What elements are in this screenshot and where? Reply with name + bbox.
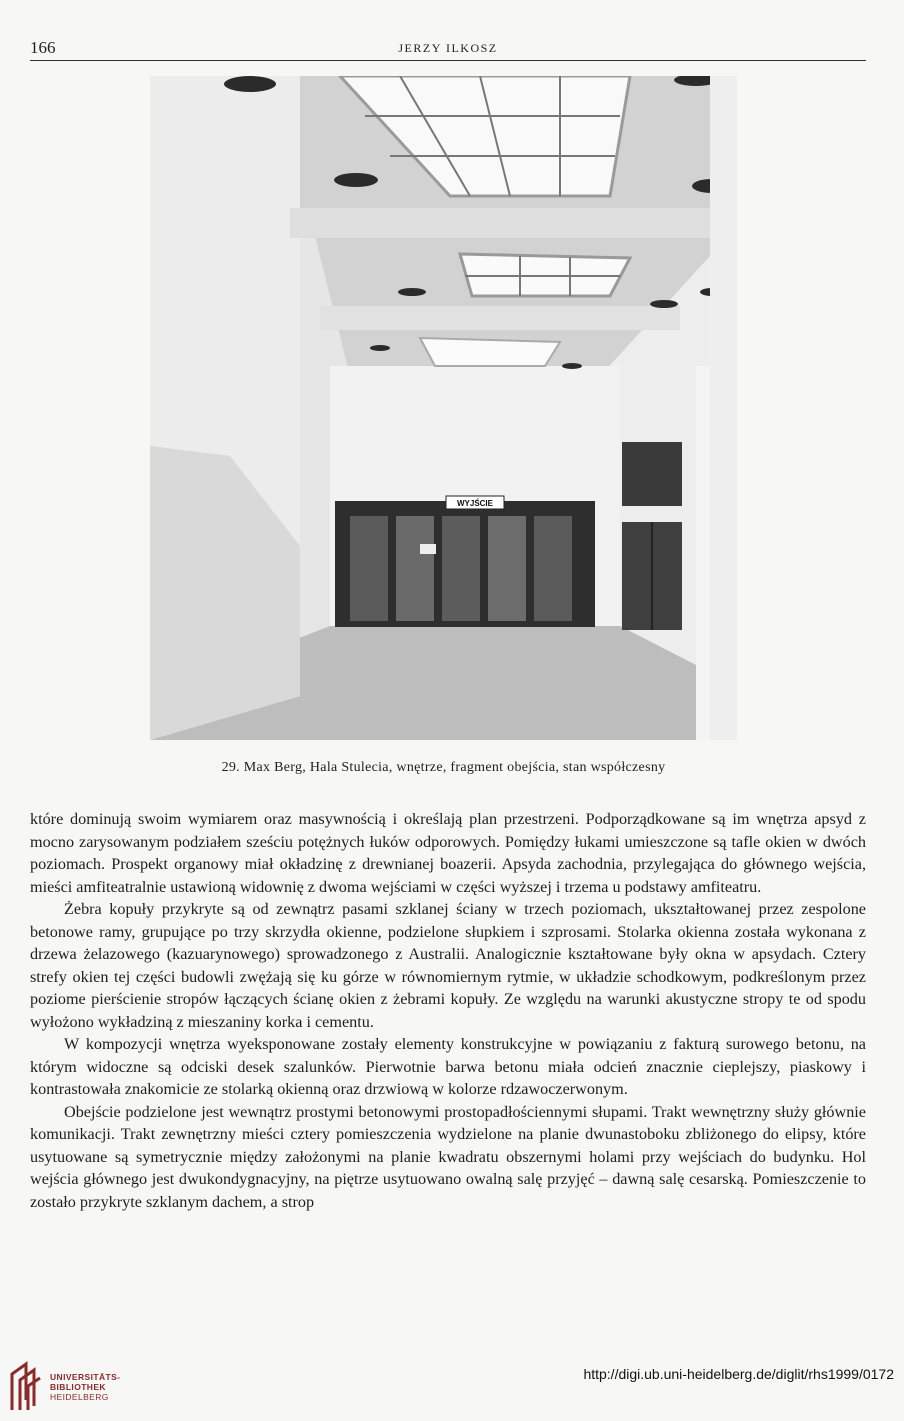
figure-caption: 29. Max Berg, Hala Stulecia, wnętrze, fragment obejścia, stan współczesny [221, 760, 666, 775]
page-number: 166 [30, 38, 56, 57]
figure-photo [150, 76, 737, 740]
running-head: JERZY ILKOSZ [398, 41, 498, 55]
library-name-line3: HEIDELBERG [50, 1392, 109, 1402]
paragraph: Obejście podzielone jest wewnątrz prostymi betonowymi prostopadłościennymi słupami. Trakt wewnętrzny służy głównie komunikacji. Trakt zewnętrzny mieści cztery pomieszczenia wydzielone na planie dwunastoboku zbliżonego do elipsy, które usytuowane są symetrycznie między założonymi na planie kwadratu obszernymi holami przy wejściach do budynku. Hol wejścia głównego jest dwukondygnacyjny, na piętrze usytuowano owalną salę przyjęć – dawną salę cesarską. Pomieszczenie to zostało przykryte szklanym dachem, a strop [30, 1102, 866, 1211]
exit-sign-text: WYJŚCIE [456, 499, 494, 508]
paragraph: Żebra kopuły przykryte są od zewnątrz pasami szklanej ściany w trzech poziomach, ukształtowanej przez zespolone betonowe ramy, grupujące po trzy skrzydła okienne, podzielone słupkiem i szprosami. Stolarka okienna została wykonana z drzewa żelazowego (kazuarynowego) sprowadzonego z Australii. Analogicznie kształtowane były okna w apsydach. Cztery strefy okien tej części budowli zwężają się ku górze w równomiernym rytmie, w układzie schodkowym, podkreślonym przez poziome pierścienie stropów łączących ścianę okien z żebrami kopuły. Ze względu na warunki akustyczne stropy te od spodu wyłożono wykładziną z mieszaniny korka i cementu. [30, 900, 866, 1031]
paragraph: które dominują swoim wymiarem oraz masywnością i określają plan przestrzeni. Podporządkowane są im wnętrza apsyd z mocno zarysowanym podziałem sześciu potężnych łuków odporowych. Pomiędzy łukami umieszczone są tafle okien w dwóch poziomach. Prospekt organowy miał okładzinę z drewnianej boazerii. Apsyda zachodnia, przylegająca do głównego wejścia, mieści amfiteatralnie ustawioną widownię z dwoma wejściami w części wyższej i trzema u podstawy amfiteatru. [30, 810, 866, 896]
library-name-line1: UNIVERSITÄTS- [50, 1372, 121, 1382]
paragraph: W kompozycji wnętrza wyeksponowane zostały elementy konstrukcyjne w powiązaniu z fakturą surowego betonu, na którym widoczne są odciski desek szalunków. Pierwotnie barwa betonu miała odcień znacznie cieplejszy, piaskowy i kontrastowała znakomicie ze stolarką okienną oraz drzwiową w kolorze rdzawoczerwonym. [30, 1035, 866, 1098]
library-logo[interactable] [6, 1360, 146, 1412]
source-url-link[interactable]: http://digi.ub.uni-heidelberg.de/diglit/rhs1999/0172 [583, 1366, 894, 1382]
library-logo-icon [6, 1360, 46, 1412]
body-text [30, 808, 866, 1213]
page-header [30, 38, 866, 61]
library-name-line2: BIBLIOTHEK [50, 1382, 106, 1392]
